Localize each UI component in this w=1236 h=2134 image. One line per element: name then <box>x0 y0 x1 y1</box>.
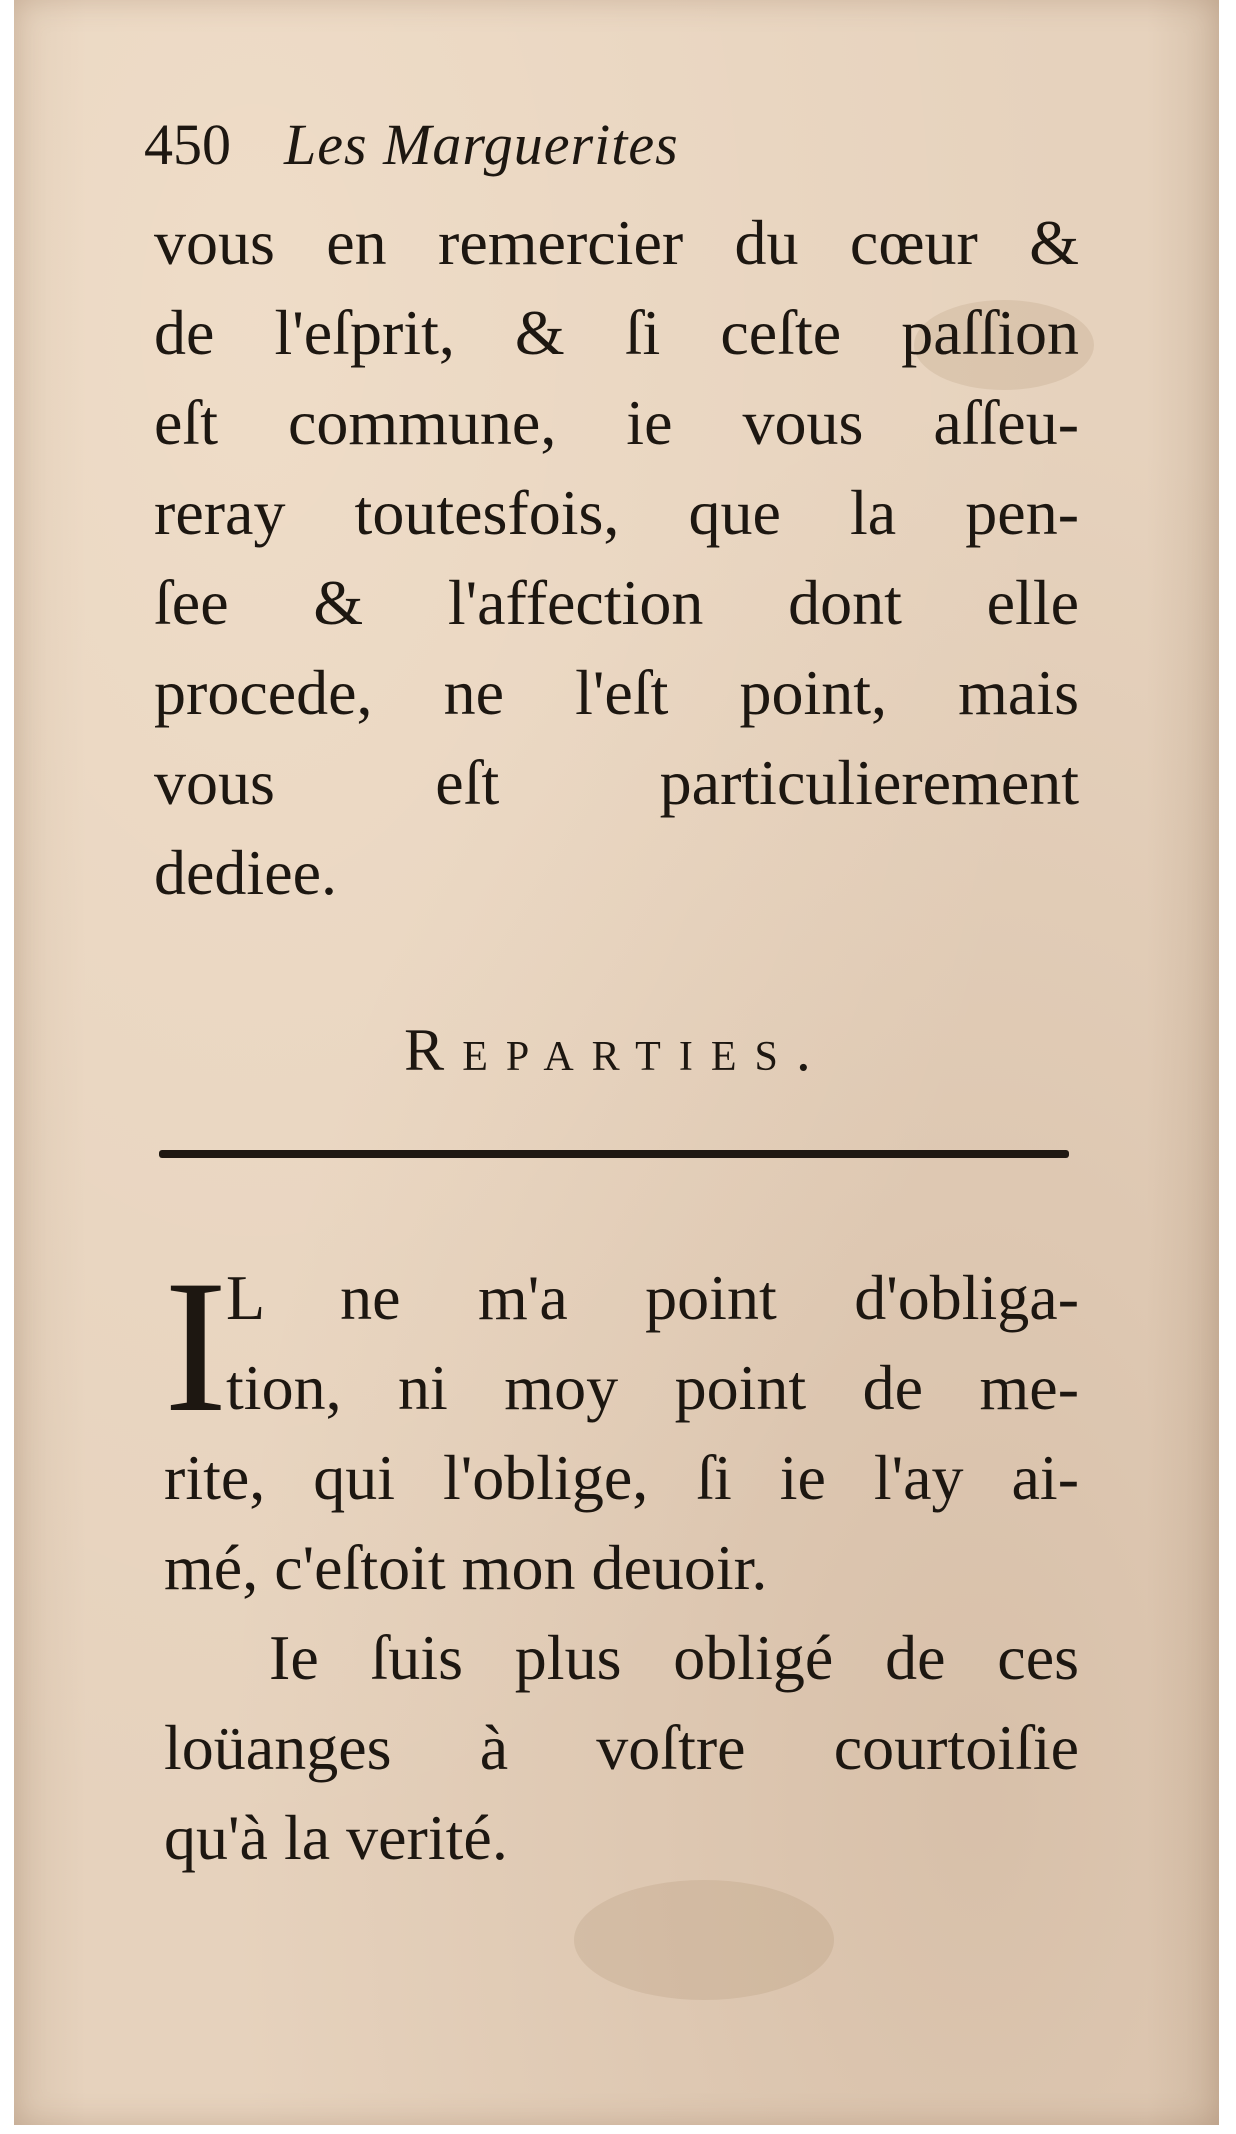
reply-paragraph <box>164 1242 1079 1613</box>
text-line: tion, ni moy point de me- <box>226 1352 1079 1423</box>
text-line: vous eſt particulierement <box>154 747 1079 818</box>
letter-text <box>154 198 1079 918</box>
drop-cap: I <box>164 1242 228 1452</box>
section-heading: Reparties. <box>404 1017 829 1083</box>
section-divider <box>159 1150 1069 1158</box>
text-line: rite, qui l'oblige, ſi ie l'ay ai- <box>164 1442 1079 1513</box>
text-line: eſt commune, ie vous aſſeu- <box>154 387 1079 458</box>
text-line: de l'eſprit, & ſi ceſte paſſion <box>154 297 1079 368</box>
text-line: L ne m'a point d'obliga- <box>226 1262 1079 1333</box>
text-line: reray toutesfois, que la pen- <box>154 477 1079 548</box>
page-header <box>144 110 679 180</box>
reply-paragraph <box>164 1613 1079 1883</box>
text-line: dediee. <box>154 837 337 908</box>
text-line: vous en remercier du cœur & <box>154 207 1079 278</box>
paper-stain <box>574 1880 834 2000</box>
book-page <box>14 0 1219 2125</box>
running-title: Les Marguerites <box>284 112 679 177</box>
text-line: procede, ne l'eſt point, mais <box>154 657 1079 728</box>
text-line: Ie ſuis plus obligé de ces <box>269 1622 1079 1693</box>
text-line: loüanges à voſtre courtoiſie <box>164 1712 1079 1783</box>
text-line: qu'à la verité. <box>164 1802 508 1873</box>
page-number: 450 <box>144 112 231 177</box>
text-line: mé, c'eſtoit mon deuoir. <box>164 1532 768 1603</box>
text-line: ſee & l'affection dont elle <box>154 567 1079 638</box>
